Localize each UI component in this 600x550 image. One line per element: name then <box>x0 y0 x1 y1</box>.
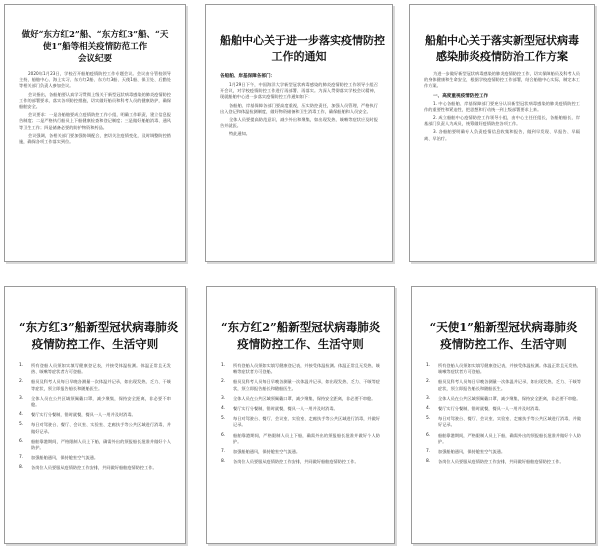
rule-item <box>426 396 581 402</box>
rule-text: 餐厅实行分餐制，错时就餐，餐具一人一用并及时消毒。 <box>233 406 338 412</box>
title-line: “东方红3”船新型冠状病毒肺炎 <box>19 320 179 334</box>
paragraph: 各船舶、岸基保障各部门要高度重视，压实防控责任，加强人员管理，严格执行出入登记和体温检测制度，做好物资储备和卫生消毒工作，确保船舶和人员安全。 <box>220 102 378 114</box>
rule-text: 加强船舶通风，保持舱室空气流通。 <box>438 449 506 455</box>
rule-text: 船员及科考人员每日早晚各测量一次体温并记录，如出现发热、乏力、干咳等症状，须立即报告船长和随船医生。 <box>233 379 380 391</box>
rule-list <box>221 363 380 465</box>
title-line: “天使1”船新型冠状病毒肺炎 <box>429 320 578 334</box>
title-line: 船舶中心关于落实新型冠状病毒 <box>425 34 579 47</box>
rule-text: 船舶靠港期间，严格限制人员上下船，确需外出的须报船长批准并做好个人防护。 <box>438 432 581 444</box>
rule-text: 全体人员在公共区域须佩戴口罩，减少聚集，保持安全距离，非必要不串舱。 <box>438 395 581 401</box>
rule-list <box>426 363 581 465</box>
rule-text: 船舶靠港期间，严格限制人员上下船，确需外出的须报船长批准并做好个人防护。 <box>31 438 171 451</box>
rule-number: 1. <box>19 363 24 368</box>
rule-item <box>19 439 171 451</box>
title-line: 疫情防控工作、生活守则 <box>237 337 364 351</box>
rule-item <box>426 459 581 465</box>
paragraph: 为进一步做好新型冠状病毒感染的肺炎疫情防控工作，切实保障船员及科考人员的身体健康和生命安全，根据学校疫情防控工作部署，结合船舶中心实际，制定本工作方案。 <box>424 71 580 89</box>
rule-text: 所有登船人员须如实填写健康登记表，并接受体温检测。体温正常且无发热、咳嗽等症状者方可登船。 <box>438 363 581 375</box>
rule-item <box>221 363 380 375</box>
rule-item <box>19 379 171 391</box>
rule-number: 2. <box>426 379 431 385</box>
paragraph: 3. 各船舶要明确专人负责疫情信息收集和报告，做到早发现、早报告、早隔离、早治疗。 <box>424 129 580 141</box>
rule-item <box>19 412 171 418</box>
document-work-plan <box>409 4 595 262</box>
rule-number: 1. <box>221 363 226 368</box>
title-line: 会议纪要 <box>77 54 112 64</box>
salutation: 各船舶、岸基保障各部门： <box>220 74 276 79</box>
title-line: “东方红2”船新型冠状病毒肺炎 <box>221 320 381 334</box>
document-title <box>19 319 179 353</box>
document-title <box>424 33 580 65</box>
rule-text: 船员及科考人员每日早晚各测量一次体温并记录，如出现发热、乏力、干咳等症状，须立即报告船长和随船医生。 <box>31 379 171 391</box>
rule-item <box>221 433 380 445</box>
rule-text: 各岗位人员要服从疫情防控工作安排，共同做好船舶疫情防控工作。 <box>31 465 157 471</box>
rule-number: 6. <box>221 432 226 438</box>
rule-text: 全体人员在公共区域须佩戴口罩，减少聚集，保持安全距离，非必要不串舱。 <box>31 395 171 408</box>
rule-item <box>426 379 581 391</box>
rule-item <box>221 406 380 412</box>
rule-text: 全体人员在公共区域须佩戴口罩，减少聚集，保持安全距离，非必要不串舱。 <box>233 395 376 401</box>
paragraph: 1月29日下午，中国海洋大学新型冠状病毒感染的肺炎疫情防控工作领导小组召开会议，对学校疫情防控工作进行再部署、再落实。为深入贯彻落实学校会议精神，现就船舶中心进一步落实疫情防控工作通知如下： <box>220 82 378 100</box>
rule-item <box>221 459 380 465</box>
rule-text: 加强船舶通风，保持舱室空气流通。 <box>233 449 301 455</box>
document-meeting-minutes <box>4 4 186 262</box>
rule-text: 餐厅实行分餐制，错时就餐，餐具一人一用并及时消毒。 <box>438 406 543 412</box>
rule-number: 5. <box>426 416 431 422</box>
title-line: 感染肺炎疫情防治工作方案 <box>436 50 568 63</box>
rule-item <box>221 379 380 391</box>
rule-item <box>426 433 581 445</box>
rule-number: 3. <box>19 395 24 401</box>
document-title <box>19 29 171 65</box>
rule-text: 船舶靠港期间，严格限制人员上下船，确需外出的须报船长批准并做好个人防护。 <box>233 432 380 444</box>
paragraph: 全体人员要提高防范意识，减少外出和聚集，如出现发热、咳嗽等症状应及时报告并就医。 <box>220 117 378 129</box>
section-heading: 一、高度重视疫情防控工作 <box>433 93 489 99</box>
rule-number: 5. <box>19 422 24 428</box>
rule-text: 各岗位人员要服从疫情防控工作安排，共同做好船舶疫情防控工作。 <box>233 459 359 465</box>
rule-item <box>19 455 171 461</box>
rule-number: 8. <box>19 465 24 471</box>
rule-item <box>221 396 380 402</box>
rule-number: 1. <box>426 363 431 368</box>
rule-number: 7. <box>426 449 431 455</box>
paragraph: 1. 中心各船舶、岸基保障部门要充分认识新型冠状病毒感染的肺炎疫情防控工作的重要性和紧迫性，把思想和行动统一到上级部署要求上来。 <box>424 100 580 112</box>
rule-item <box>221 416 380 428</box>
rule-number: 6. <box>19 438 24 444</box>
rule-text: 每日对驾驶台、餐厅、会议室、实验室、走廊扶手等公共区域进行消毒，并做好记录。 <box>233 416 380 428</box>
rule-number: 4. <box>426 406 431 412</box>
title-line: 船舶中心关于进一步落实疫情防控 <box>220 34 385 47</box>
title-line: 疫情防控工作、生活守则 <box>440 337 567 351</box>
rule-item <box>19 465 171 471</box>
rule-number: 7. <box>221 449 226 455</box>
rule-number: 6. <box>426 432 431 438</box>
paragraph: 会议指出，各船舶要认真学习贯彻上级关于新型冠状病毒感染的肺炎疫情防控工作的部署要求，落实各项防控措施，切实做好船员和科考人员的健康防护，确保船舶安全。 <box>19 91 171 110</box>
rule-number: 4. <box>221 406 226 412</box>
rule-text: 船员及科考人员每日早晚各测量一次体温并记录，如出现发热、乏力、干咳等症状，须立即报告船长和随船医生。 <box>438 379 581 391</box>
title-line: 工作的通知 <box>271 50 327 63</box>
rule-number: 4. <box>19 412 24 418</box>
rule-number: 8. <box>426 459 431 465</box>
title-line: 使1”船等相关疫情防范工作 <box>42 42 148 52</box>
document-rules-dongfanghong-2 <box>206 286 395 544</box>
rule-number: 8. <box>221 459 226 465</box>
rule-item <box>426 363 581 375</box>
rule-number: 3. <box>221 395 226 401</box>
rule-item <box>426 416 581 428</box>
document-rules-dongfanghong-3 <box>4 286 186 544</box>
rule-item <box>426 449 581 455</box>
rule-item <box>19 363 171 375</box>
rule-number: 7. <box>19 455 24 461</box>
paragraph: 特此通知。 <box>229 131 250 137</box>
paragraph: 会议要求：一是各船舶要成立疫情防控工作小组，明确工作职责，建立信息报告制度；二是严格执行船员上下船健康检查和登记制度；三是做好船舶消毒、通风等卫生工作；四是储备必要的防护物资和药品。 <box>19 112 171 130</box>
rule-item <box>19 422 171 434</box>
rule-text: 加强船舶通风，保持舱室空气流通。 <box>31 455 99 461</box>
document-title <box>221 319 380 353</box>
document-rules-tianshi-1 <box>411 286 596 544</box>
rule-item <box>221 449 380 455</box>
rule-text: 所有登船人员须如实填写健康登记表，并接受体温检测。体温正常且无发热、咳嗽等症状者方可登船。 <box>31 363 171 375</box>
title-line: 做好“东方红2”船、“东方红3”船、“天 <box>21 30 169 40</box>
paragraph: 会议强调，各相关部门要加强协调配合，密切关注疫情变化，及时调整防控措施，确保各项工作落实到位。 <box>19 132 171 145</box>
rule-text: 每日对驾驶台、餐厅、会议室、实验室、走廊扶手等公共区域进行消毒，并做好记录。 <box>31 422 171 434</box>
document-notice <box>205 4 393 262</box>
rule-list <box>19 363 171 472</box>
rule-number: 2. <box>19 379 24 385</box>
rule-number: 3. <box>426 395 431 401</box>
paragraph: 2. 成立船舶中心疫情防控工作领导小组，由中心主任任组长，各船舶船长、岸基部门负责人为成员，统筹做好疫情防控各项工作。 <box>424 115 580 127</box>
rule-number: 2. <box>221 379 226 385</box>
rule-text: 每日对驾驶台、餐厅、会议室、实验室、走廊扶手等公共区域进行消毒，并做好记录。 <box>438 416 581 428</box>
rule-text: 各岗位人员要服从疫情防控工作安排，共同做好船舶疫情防控工作。 <box>438 459 564 465</box>
document-title <box>220 33 385 65</box>
rule-item <box>19 396 171 408</box>
rule-text: 所有登船人员须如实填写健康登记表，并接受体温检测。体温正常且无发热、咳嗽等症状者方可登船。 <box>233 363 380 375</box>
rule-number: 5. <box>221 416 226 422</box>
title-line: 疫情防控工作、生活守则 <box>31 337 159 351</box>
document-title <box>426 319 581 353</box>
rule-text: 餐厅实行分餐制，错时就餐，餐具一人一用并及时消毒。 <box>31 412 136 418</box>
paragraph: 2020年1月23日，学校召开船舶疫情防控工作专题会议。会议由分管校领导主持，船舶中心、海上实习、东方红2船、东方红3船、天使1船、保卫处、后勤处等相关部门负责人参加会议。 <box>19 71 171 89</box>
rule-item <box>426 406 581 412</box>
